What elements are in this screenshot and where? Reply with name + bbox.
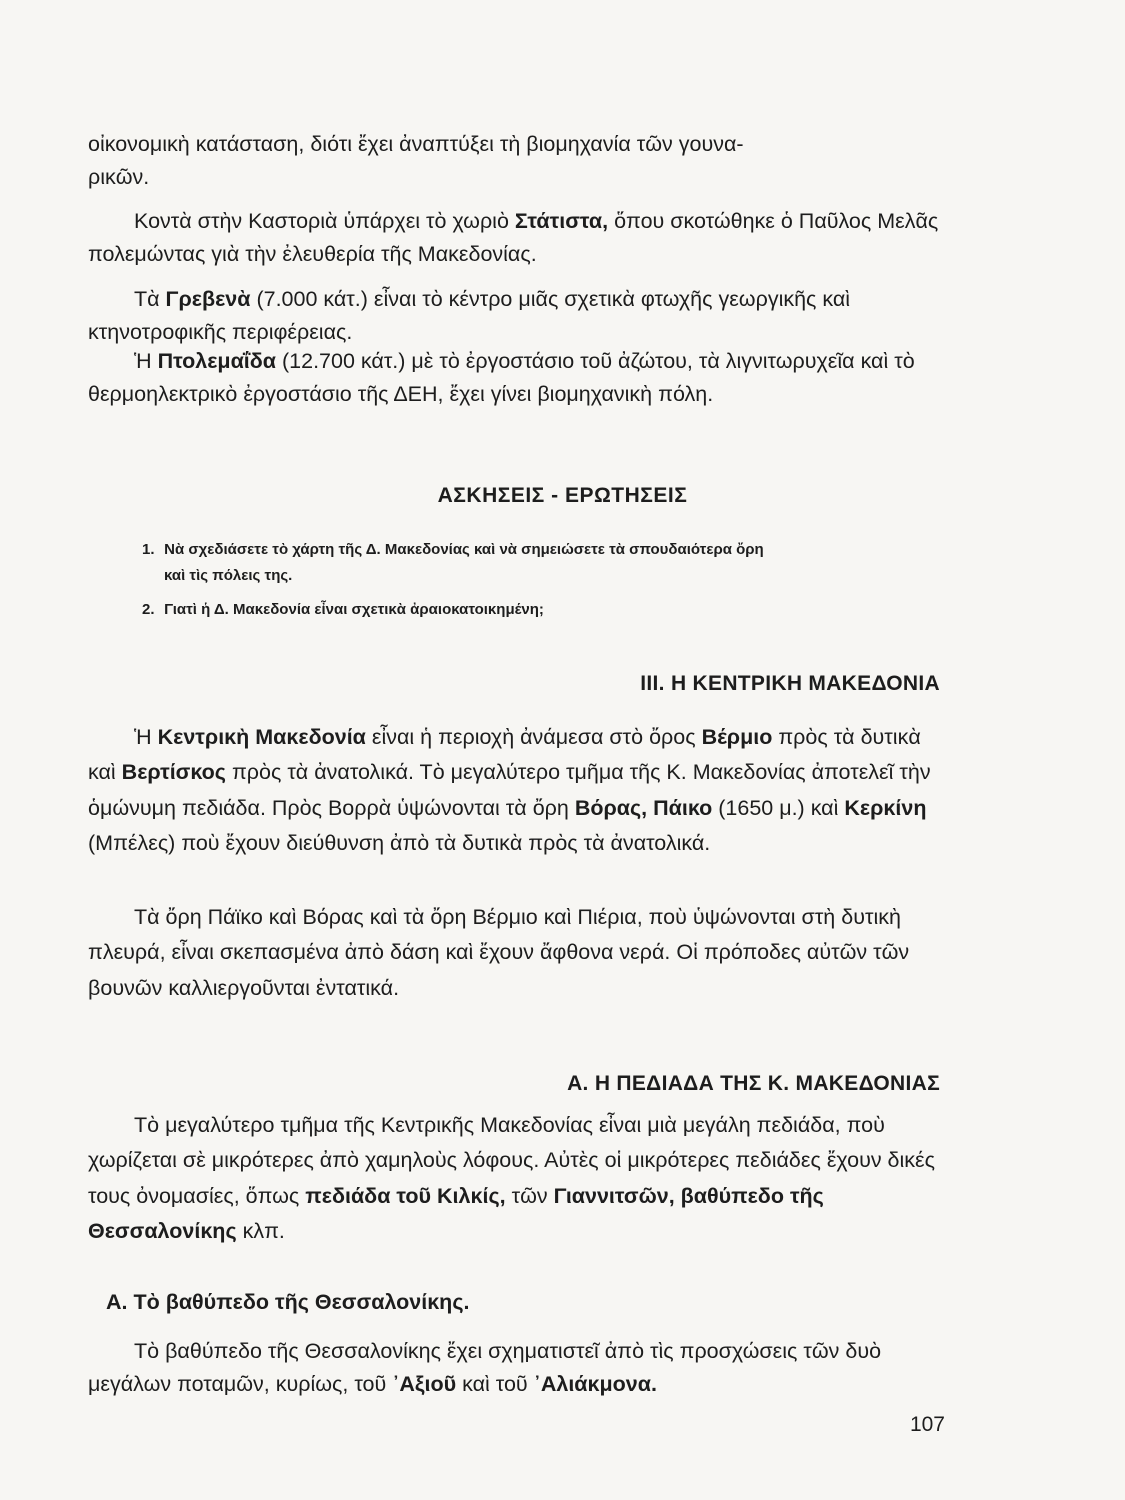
exercises-heading: ΑΣΚΗΣΕΙΣ - ΕΡΩΤΗΣΕΙΣ xyxy=(437,484,688,507)
paragraph-mountains: Τὰ ὄρη Πάϊκο καὶ Βόρας καὶ τὰ ὄρη Βέρμιο καὶ Πιέρια, ποὺ ὑψώνονται στὴ δυτικὴ πλευρά, εἶναι σκεπασμένα ἀπὸ δάση καὶ ἔχουν ἄφθονα νερά. Οἱ πρόποδες αὐτῶν τῶν βουνῶν καλλιεργοῦνται ἐντατικά. xyxy=(88,905,910,1000)
paragraph-ptolemaida: Ἡ Πτολεμαΐδα (12.700 κάτ.) μὲ τὸ ἐργοστάσιο τοῦ ἀζώτου, τὰ λιγνιτωρυχεῖα καὶ τὸ θερμοηλεκτρικὸ ἐργοστάσιο τῆς ΔΕΗ, ἔχει γίνει βιομηχανικὴ πόλη. xyxy=(88,349,915,407)
exercise-question-1: 1. Νὰ σχεδιάσετε τὸ χάρτη τῆς Δ. Μακεδονίας καὶ νὰ σημειώσετε τὰ σπουδαιότερα ὄρη καὶ τὶς πόλεις της. xyxy=(142,541,764,584)
exercise-question-2: 2. Γιατὶ ἡ Δ. Μακεδονία εἶναι σχετικὰ ἀραιοκατοικημένη; xyxy=(142,601,544,618)
paragraph-statista: Κοντὰ στὴν Καστοριὰ ὑπάρχει τὸ χωριὸ Στάτιστα, ὅπου σκοτώθηκε ὁ Παῦλος Μελᾶς πολεμώντας γιὰ τὴν ἐλευθερία τῆς Μακεδονίας. xyxy=(88,209,939,267)
section-heading-plain: Α. Η ΠΕΔΙΑΔΑ ΤΗΣ Κ. ΜΑΚΕΔΟΝΙΑΣ xyxy=(567,1072,940,1095)
page-number: 107 xyxy=(909,1413,945,1436)
section-heading-central-macedonia: ΙΙΙ. Η ΚΕΝΤΡΙΚΗ ΜΑΚΕΔΟΝΙΑ xyxy=(640,672,940,695)
paragraph-economy: οἰκονομικὴ κατάσταση, διότι ἔχει ἀναπτύξει τὴ βιομηχανία τῶν γουνα- ρικῶν. xyxy=(88,132,744,190)
paragraph-plain: Τὸ μεγαλύτερο τμῆμα τῆς Κεντρικῆς Μακεδονίας εἶναι μιὰ μεγάλη πεδιάδα, ποὺ χωρίζεται σὲ μικρότερες ἀπὸ χαμηλοὺς λόφους. Αὐτὲς οἱ μικρότερες πεδιάδες ἔχουν δικές τους ὀνομασίες, ὅπως πεδιάδα τοῦ Κιλκίς, τῶν Γιαννιτσῶν, βαθύπεδο τῆς Θεσσαλονίκης κλπ. xyxy=(88,1113,935,1244)
subsection-heading-thessaloniki: Α. Τὸ βαθύπεδο τῆς Θεσσαλονίκης. xyxy=(106,1290,470,1314)
paragraph-thessaloniki-basin: Τὸ βαθύπεδο τῆς Θεσσαλονίκης ἔχει σχηματιστεῖ ἀπὸ τὶς προσχώσεις τῶν δυὸ μεγάλων ποταμῶν, κυρίως, τοῦ ᾿Αξιοῦ καὶ τοῦ ᾿Αλιάκμονα. xyxy=(88,1339,882,1397)
paragraph-grevena: Τὰ Γρεβενὰ (7.000 κάτ.) εἶναι τὸ κέντρο μιᾶς σχετικὰ φτωχῆς γεωργικῆς καὶ κτηνοτροφικῆς περιφέρειας. xyxy=(88,287,851,345)
paragraph-central-macedonia: Ἡ Κεντρικὴ Μακεδονία εἶναι ἡ περιοχὴ ἀνάμεσα στὸ ὄρος Βέρμιο πρὸς τὰ δυτικὰ καὶ Βερτίσκος πρὸς τὰ ἀνατολικά. Τὸ μεγαλύτερο τμῆμα τῆς Κ. Μακεδονίας ἀποτελεῖ τὴν ὁμώνυμη πεδιάδα. Πρὸς Βορρὰ ὑψώνονται τὰ ὄρη Βόρας, Πάικο (1650 μ.) καὶ Κερκίνη (Μπέλες) ποὺ ἔχουν διεύθυνση ἀπὸ τὰ δυτικὰ πρὸς τὰ ἀνατολικά. xyxy=(88,725,931,856)
